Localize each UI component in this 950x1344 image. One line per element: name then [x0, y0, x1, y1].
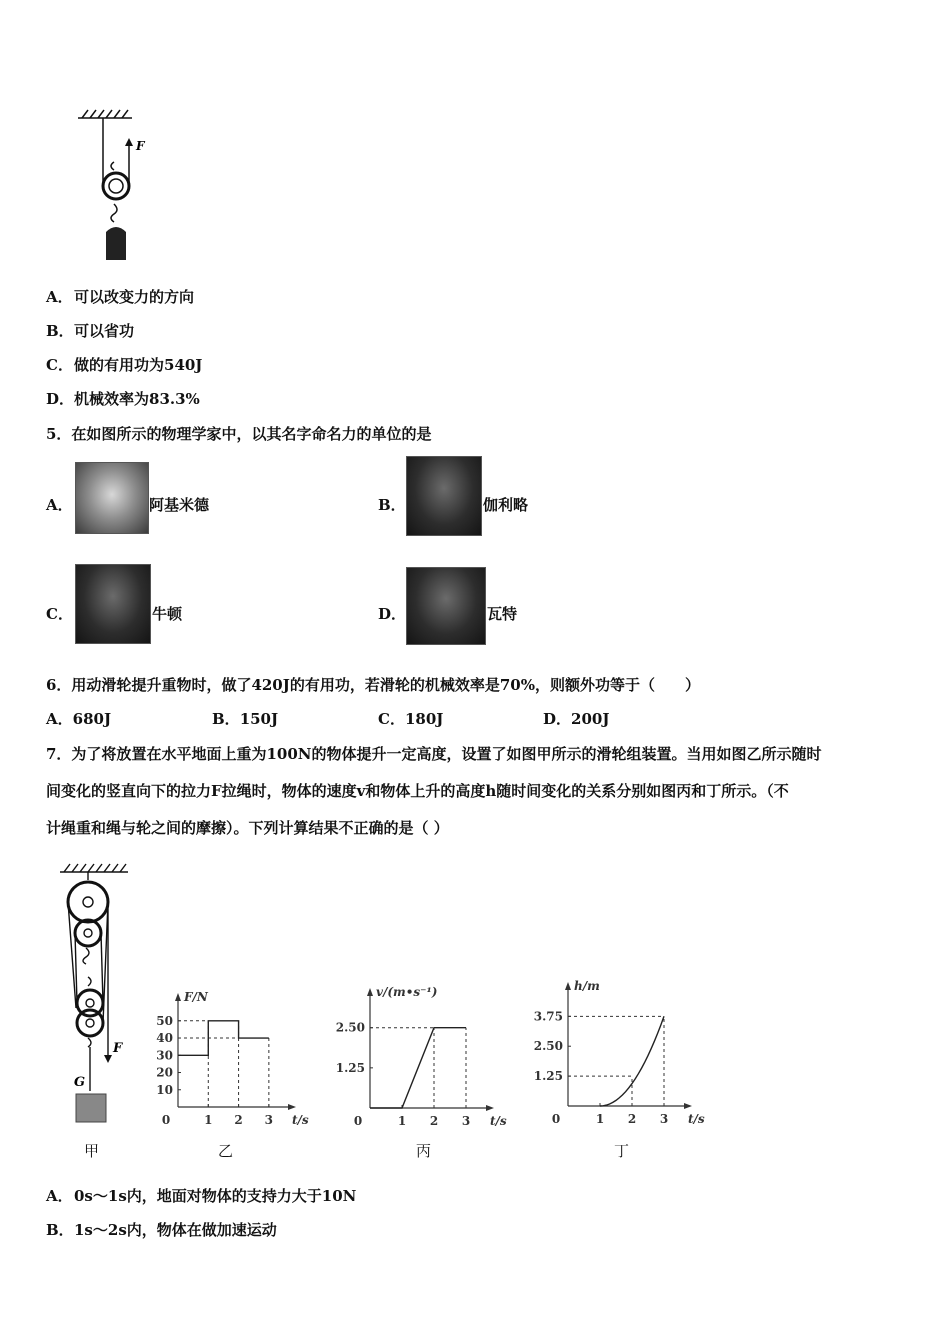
y-axis-label: F/N	[184, 990, 208, 1004]
fig-label-ding: 丁	[614, 1142, 630, 1160]
x-axis-label: t/s	[292, 1113, 309, 1127]
chart-height-vs-time	[528, 978, 705, 1130]
y-axis-arrow	[175, 993, 181, 1001]
force-label: F	[136, 139, 145, 153]
q5-option-c-letter[interactable]: C．	[46, 605, 73, 623]
x-tick-label: 3	[264, 1113, 274, 1127]
pulley-force-label: F	[113, 1041, 123, 1056]
y-tick-label: 2.50	[335, 1020, 365, 1035]
chart-force-vs-time	[150, 985, 309, 1130]
q5-option-a-letter[interactable]: A．	[46, 496, 73, 514]
q4-option-d[interactable]: D．机械效率为83.3%	[46, 390, 200, 408]
y-tick-label: 1.25	[533, 1069, 563, 1084]
x-tick-label: 0	[551, 1112, 561, 1126]
series-line-v	[370, 1028, 466, 1108]
fig-label-bing: 丙	[416, 1142, 432, 1160]
watt-portrait	[406, 567, 486, 645]
y-tick-label: 20	[156, 1065, 173, 1080]
y-axis-arrow	[367, 988, 373, 996]
q6-stem: 6．用动滑轮提升重物时，做了420J的有用功，若滑轮的机械效率是70%，则额外功等于（ ）	[46, 676, 700, 694]
q5-option-b-letter[interactable]: B．	[378, 496, 406, 514]
x-tick-label: 3	[461, 1114, 471, 1128]
q7-stem-line1: 7．为了将放置在水平地面上重为100N的物体提升一定高度，设置了如图甲所示的滑轮组装置。当用如图乙所示随时	[46, 745, 822, 763]
q4-option-b[interactable]: B．可以省功	[46, 322, 135, 340]
x-tick-label: 2	[234, 1113, 243, 1127]
x-tick-label: 0	[353, 1114, 363, 1128]
x-tick-label: 1	[595, 1112, 605, 1126]
q4-option-a[interactable]: A．可以改变力的方向	[46, 288, 195, 306]
x-tick-label: 2	[627, 1112, 637, 1126]
x-axis-arrow	[288, 1104, 296, 1110]
pulley-weight-label: G	[74, 1075, 86, 1090]
q5-option-a-name: 阿基米德	[149, 496, 210, 514]
x-axis-label: t/s	[490, 1114, 507, 1128]
y-tick-label: 2.50	[533, 1039, 563, 1054]
x-axis-label: t/s	[688, 1112, 705, 1126]
q7-option-b[interactable]: B．1s～2s内，物体在做加速运动	[46, 1221, 277, 1239]
pulley-system-figure	[50, 858, 140, 1128]
chart-velocity-vs-time	[330, 980, 507, 1130]
galileo-portrait	[406, 456, 482, 536]
y-tick-label: 40	[156, 1031, 173, 1046]
q6-option-a[interactable]: A．680J	[46, 710, 112, 728]
fig-label-yi: 乙	[218, 1142, 234, 1160]
q5-option-d-name: 瓦特	[487, 605, 518, 623]
q5-option-b-name: 伽利略	[483, 496, 529, 514]
q6-option-d[interactable]: D．200J	[543, 710, 610, 728]
archimedes-portrait	[75, 462, 149, 534]
movable-pulley-figure	[70, 100, 170, 270]
y-tick-label: 50	[156, 1013, 173, 1028]
q6-option-b[interactable]: B．150J	[212, 710, 279, 728]
x-tick-label: 1	[397, 1114, 407, 1128]
q5-option-c-name: 牛顿	[152, 605, 183, 623]
y-axis-label: h/m	[574, 979, 600, 993]
x-axis-arrow	[486, 1105, 494, 1111]
fig-label-jia: 甲	[84, 1142, 100, 1160]
x-tick-label: 2	[429, 1114, 439, 1128]
y-tick-label: 10	[156, 1082, 173, 1097]
q5-option-d-letter[interactable]: D．	[378, 605, 407, 623]
q7-stem-line3: 计绳重和绳与轮之间的摩擦）。下列计算结果不正确的是（ ）	[46, 819, 449, 837]
q5-stem: 5．在如图所示的物理学家中，以其名字命名力的单位的是	[46, 425, 432, 443]
q7-option-a[interactable]: A．0s～1s内，地面对物体的支持力大于10N	[46, 1187, 357, 1205]
q7-stem-line2: 间变化的竖直向下的拉力F拉绳时，物体的速度v和物体上升的高度h随时间变化的关系分别如图丙和丁所示。（不	[46, 782, 789, 800]
x-tick-label: 0	[161, 1113, 171, 1127]
newton-portrait	[75, 564, 151, 644]
q6-option-c[interactable]: C．180J	[378, 710, 444, 728]
y-axis-label: v/(m•s⁻¹)	[376, 985, 438, 999]
y-axis-arrow	[565, 982, 571, 990]
y-tick-label: 30	[156, 1048, 173, 1063]
y-tick-label: 1.25	[335, 1060, 365, 1075]
x-axis-arrow	[684, 1103, 692, 1109]
y-tick-label: 3.75	[533, 1009, 563, 1024]
q4-option-c[interactable]: C．做的有用功为540J	[46, 356, 203, 374]
x-tick-label: 1	[204, 1113, 213, 1127]
x-tick-label: 3	[659, 1112, 669, 1126]
